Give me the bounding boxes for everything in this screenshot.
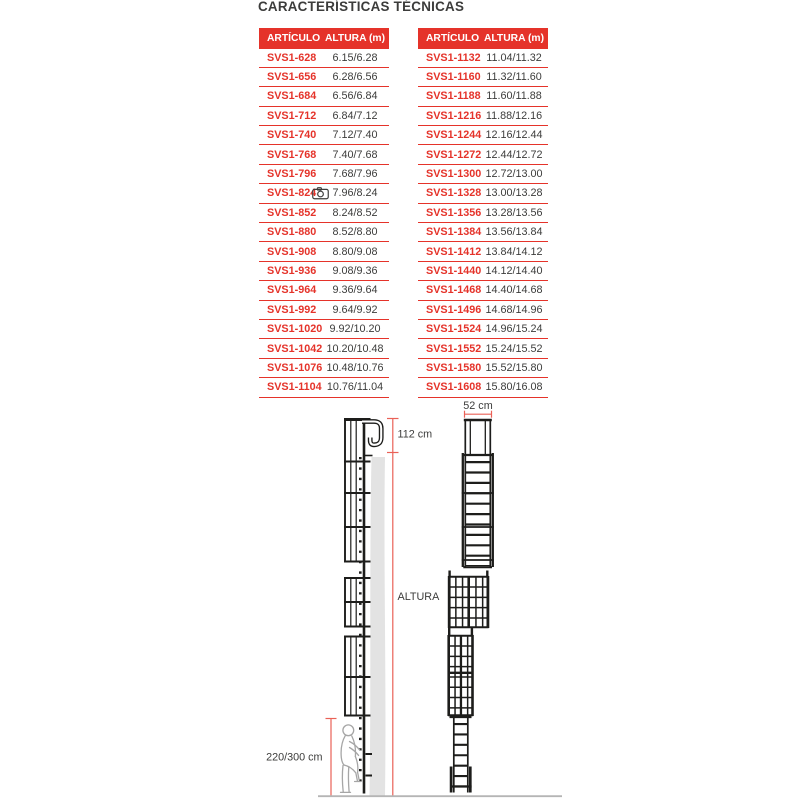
table-row xyxy=(418,339,548,358)
height-value: 9.92/10.20 xyxy=(329,323,381,336)
table-row xyxy=(418,184,548,203)
article-code: SVS1-992 xyxy=(267,303,317,316)
table-row xyxy=(418,204,548,223)
article-code: SVS1-768 xyxy=(267,148,317,161)
table-row xyxy=(259,87,389,106)
table-row xyxy=(259,145,389,164)
height-value: 14.40/14.68 xyxy=(485,284,543,297)
article-code: SVS1-1440 xyxy=(426,264,482,277)
height-value: 13.28/13.56 xyxy=(485,206,543,219)
table-row xyxy=(259,320,389,339)
ladder-front-bottom-flight xyxy=(450,717,472,793)
table-row xyxy=(259,165,389,184)
article-code: SVS1-1356 xyxy=(426,206,482,219)
table-row xyxy=(259,184,389,203)
table-row xyxy=(259,359,389,378)
table-row xyxy=(259,262,389,281)
column-header-height: ALTURA (m) xyxy=(483,32,545,44)
height-value: 15.52/15.80 xyxy=(485,361,543,374)
height-value: 15.80/16.08 xyxy=(485,381,543,394)
height-value: 6.84/7.12 xyxy=(332,109,378,122)
height-value: 11.32/11.60 xyxy=(486,71,542,84)
column-header-article: ARTÍCULO xyxy=(426,32,480,44)
table-row xyxy=(418,87,548,106)
table-header xyxy=(418,28,548,49)
height-value: 11.88/12.16 xyxy=(485,109,543,122)
article-code: SVS1-1412 xyxy=(426,245,482,258)
table-row xyxy=(418,359,548,378)
article-code: SVS1-908 xyxy=(267,245,317,258)
article-code: SVS1-1468 xyxy=(426,284,482,297)
table-body xyxy=(259,49,389,398)
table-row xyxy=(259,126,389,145)
height-value: 15.24/15.52 xyxy=(485,342,543,355)
height-value: 13.84/14.12 xyxy=(485,245,543,258)
article-code: SVS1-1104 xyxy=(267,381,322,394)
height-value: 14.96/15.24 xyxy=(485,323,543,336)
climbing-person-figure xyxy=(341,725,361,793)
height-value: 8.52/8.80 xyxy=(332,226,378,239)
height-value: 9.08/9.36 xyxy=(332,264,378,277)
article-code: SVS1-1300 xyxy=(426,168,482,181)
article-code: SVS1-740 xyxy=(267,129,317,142)
height-value: 7.40/7.68 xyxy=(332,148,378,161)
table-row xyxy=(418,49,548,68)
ladder-front-top-flight xyxy=(462,419,494,567)
table-row xyxy=(259,107,389,126)
table-row xyxy=(418,107,548,126)
article-code: SVS1-796 xyxy=(267,168,317,181)
height-value: 12.72/13.00 xyxy=(485,168,543,181)
height-value: 14.68/14.96 xyxy=(485,303,543,316)
article-code: SVS1-1020 xyxy=(267,323,323,336)
table-row xyxy=(259,281,389,300)
article-code: SVS1-684 xyxy=(267,90,317,103)
article-code: SVS1-656 xyxy=(267,71,317,84)
table-row xyxy=(418,68,548,87)
label-altura: ALTURA xyxy=(397,591,440,603)
height-value: 10.20/10.48 xyxy=(326,342,384,355)
height-value: 10.76/11.04 xyxy=(326,381,384,394)
height-value: 9.36/9.64 xyxy=(332,284,378,297)
dimension-lines-side xyxy=(326,418,399,796)
height-value: 11.04/11.32 xyxy=(486,51,542,64)
height-value: 7.68/7.96 xyxy=(332,168,378,181)
table-row xyxy=(418,262,548,281)
height-value: 12.44/12.72 xyxy=(485,148,543,161)
height-value: 8.80/9.08 xyxy=(332,245,378,258)
table-row xyxy=(418,223,548,242)
spec-table-right xyxy=(418,28,548,398)
article-code: SVS1-1552 xyxy=(426,342,482,355)
height-value: 11.60/11.88 xyxy=(486,90,542,103)
article-code: SVS1-1244 xyxy=(426,129,482,142)
height-value: 7.96/8.24 xyxy=(332,187,378,200)
article-code: SVS1-1580 xyxy=(426,361,482,374)
article-code: SVS1-1384 xyxy=(426,226,482,239)
table-header xyxy=(259,28,389,49)
table-row xyxy=(418,145,548,164)
article-code: SVS1-1216 xyxy=(426,109,482,122)
article-code: SVS1-880 xyxy=(267,226,317,239)
article-code: SVS1-964 xyxy=(267,284,317,297)
table-row xyxy=(418,242,548,261)
table-row xyxy=(418,301,548,320)
ladder-front-cage-grid-upper xyxy=(448,571,488,629)
ladder-cage-side xyxy=(344,419,371,717)
height-value: 6.15/6.28 xyxy=(332,51,378,64)
article-code: SVS1-1496 xyxy=(426,303,482,316)
height-value: 6.56/6.84 xyxy=(332,90,378,103)
table-row xyxy=(259,339,389,358)
article-code: SVS1-1524 xyxy=(426,323,482,336)
table-row xyxy=(259,204,389,223)
height-value: 10.48/10.76 xyxy=(326,361,384,374)
article-code: SVS1-852 xyxy=(267,206,317,219)
page-title: CARACTERÍSTICAS TÉCNICAS xyxy=(258,0,465,14)
article-code: SVS1-1608 xyxy=(426,381,482,394)
table-row xyxy=(259,49,389,68)
front-view-drawing xyxy=(448,400,494,793)
height-value: 7.12/7.40 xyxy=(332,129,378,142)
table-row xyxy=(418,126,548,145)
article-code: SVS1-1132 xyxy=(426,51,481,64)
article-code: SVS1-936 xyxy=(267,264,317,277)
table-row xyxy=(418,281,548,300)
height-value: 12.16/12.44 xyxy=(485,129,543,142)
table-row xyxy=(418,165,548,184)
column-header-height: ALTURA (m) xyxy=(324,32,386,44)
article-code: SVS1-824 xyxy=(267,187,317,200)
article-code: SVS1-1328 xyxy=(426,187,482,200)
height-value: 8.24/8.52 xyxy=(332,206,378,219)
article-code: SVS1-1188 xyxy=(426,90,481,103)
height-value: 13.00/13.28 xyxy=(485,187,543,200)
table-row xyxy=(259,301,389,320)
height-value: 9.64/9.92 xyxy=(332,303,378,316)
article-code: SVS1-1042 xyxy=(267,342,323,355)
column-header-article: ARTÍCULO xyxy=(267,32,321,44)
ladder-front-cage-grid-lower xyxy=(448,628,473,717)
article-code: SVS1-1160 xyxy=(426,71,481,84)
label-52cm: 52 cm xyxy=(463,400,493,412)
article-code: SVS1-1272 xyxy=(426,148,482,161)
label-112cm: 112 cm xyxy=(397,428,433,441)
technical-drawing xyxy=(250,395,570,800)
label-220-300cm: 220/300 cm xyxy=(266,751,323,764)
table-row xyxy=(259,242,389,261)
table-body xyxy=(418,49,548,398)
height-value: 14.12/14.40 xyxy=(485,264,543,277)
article-code: SVS1-712 xyxy=(267,109,317,122)
height-value: 13.56/13.84 xyxy=(485,226,543,239)
camera-icon xyxy=(312,187,329,200)
table-row xyxy=(418,320,548,339)
spec-table-left xyxy=(259,28,389,398)
wall-shape xyxy=(370,457,386,796)
height-value: 6.28/6.56 xyxy=(332,71,378,84)
article-code: SVS1-1076 xyxy=(267,361,323,374)
table-row xyxy=(259,68,389,87)
side-view-drawing xyxy=(266,418,440,796)
table-row xyxy=(259,223,389,242)
article-code: SVS1-628 xyxy=(267,51,317,64)
